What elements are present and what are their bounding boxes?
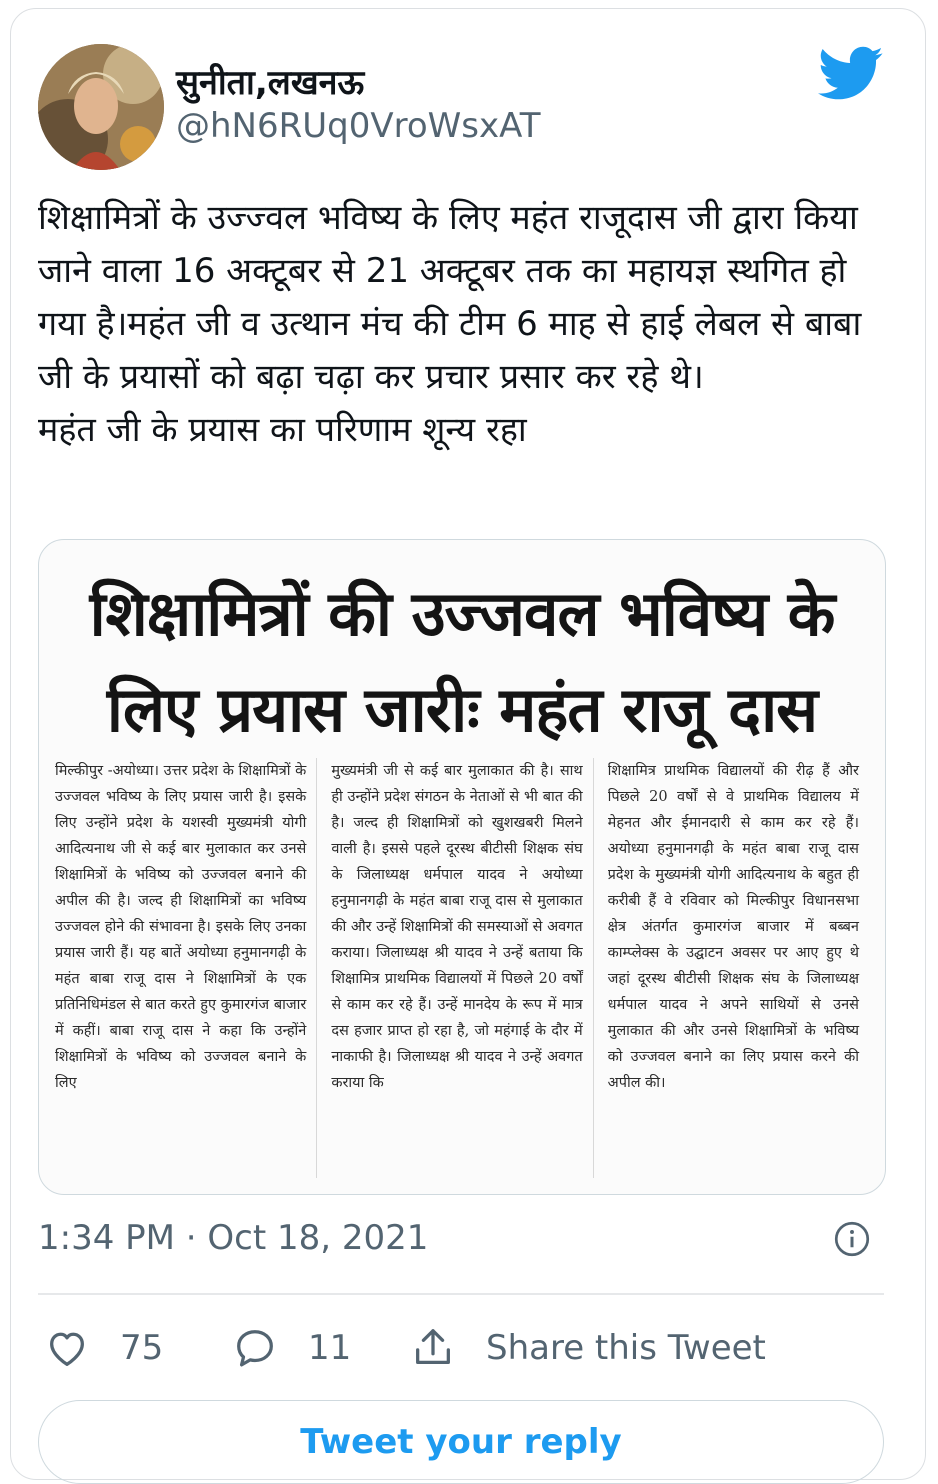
newspaper-column-3: शिक्षामित्र प्राथमिक विद्यालयों की रीढ़ हैं और पिछले 20 वर्षों से वे प्राथमिक विद्यालय में मेहनत और ईमानदारी से काम कर रहे हैं। अयोध्या हनुमानगढ़ी के महंत बाबा राजू दास प्रदेश के मुख्यमंत्री योगी आदित्यनाथ के बहुत ही करीबी हैं वे रविवार को मिल्कीपुर विधानसभा क्षेत्र अंतर्गत कुमारगंज बाजार में बब्बन काम्प्लेक्स के उद्घाटन अवसर पर आए हुए थे जहां दूरस्थ बीटीसी शिक्षक संघ के जिलाध्यक्ष धर्मपाल यादव ने अपने साथियों से उनसे मुलाकात की और उनसे शिक्षामित्रों के भविष्य को उज्जवल बनाने का लिए प्रयास करने की अपील की। — [607, 763, 859, 1091]
reply-count-button[interactable] — [232, 1320, 351, 1376]
newspaper-column-1: मिल्कीपुर -अयोध्या। उत्तर प्रदेश के शिक्षामित्रों के उज्जवल भविष्य के लिए प्रयास जारी है। इसके लिए उन्होंने प्रदेश के यशस्वी मुख्यमंत्री योगी आदित्यनाथ जी से कई बार मुलाकात कर उनसे शिक्षामित्रों के भविष्य को उज्जवल बनाने की अपील की है। जल्द ही शिक्षामित्रों का भविष्य उज्जवल होने की संभावना है। इसके लिए उनका प्रयास जारी हैं। यह बातें अयोध्या हनुमानगढ़ी के महंत बाबा राजू दास ने शिक्षामित्रों के एक प्रतिनिधिमंडल से बात करते हुए कुमारगंज बाजार में कहीं। बाबा राजू दास ने कहा कि उन्होंने शिक्षामित्रों के भविष्य को उज्जवल बनाने के लिए — [55, 758, 317, 1178]
newspaper-headline-line-2: लिए प्रयास जारीः महंत राजू दास — [106, 673, 818, 746]
tweet-text — [38, 192, 898, 457]
heart-icon — [44, 1325, 90, 1371]
share-label: Share this Tweet — [486, 1328, 766, 1368]
display-name[interactable]: सुनीता,लखनऊ — [176, 63, 365, 103]
divider — [38, 1293, 884, 1295]
info-icon[interactable] — [834, 1221, 870, 1257]
tweet-paragraph-2: महंत जी के प्रयास का परिणाम शून्य रहा — [38, 410, 527, 450]
avatar[interactable] — [38, 44, 164, 170]
reply-icon — [232, 1325, 278, 1371]
newspaper-columns — [55, 758, 869, 1178]
newspaper-column-2: मुख्यमंत्री जी से कई बार मुलाकात की है। साथ ही उन्होंने प्रदेश संगठन के नेताओं से भी बात की है। जल्द ही शिक्षामित्रों को खुशखबरी मिलने वाली है। इससे पहले दूरस्थ बीटीसी शिक्षक संघ के जिलाध्यक्ष धर्मपाल यादव ने अयोध्या हनुमानगढ़ी के महंत बाबा राजू दास से मुलाकात की और उन्हें शिक्षामित्रों की समस्याओं से अवगत कराया। जिलाध्यक्ष श्री यादव ने उन्हें बताया कि शिक्षामित्र प्राथमिक विद्यालयों में पिछले 20 वर्षों से काम कर रहे हैं। उन्हें मानदेय के रूप में मात्र दस हजार प्राप्त हो रहा है, जो महंगाई के दौर में नाकाफी है। जिलाध्यक्ष श्री यादव ने उन्हें अवगत कराया कि — [331, 758, 593, 1178]
newspaper-headline-line-1: शिक्षामित्रों की उज्जवल भविष्य के — [89, 577, 835, 650]
share-icon — [410, 1325, 456, 1371]
like-count: 75 — [120, 1328, 164, 1368]
tweet-actions — [0, 1320, 938, 1376]
reply-count: 11 — [308, 1328, 352, 1368]
tweet-paragraph-1: शिक्षामित्रों के उज्ज्वल भविष्य के लिए महंत राजूदास जी द्वारा किया जाने वाला 16 अक्टूबर से 21 अक्टूबर तक का महायज्ञ स्थगित हो गया है।महंत जी व उत्थान मंच की टीम 6 माह से हाई लेबल से बाबा जी के प्रयासों को बढ़ा चढ़ा कर प्रचार प्रसार कर रहे थे। — [38, 198, 862, 397]
share-button[interactable] — [410, 1320, 766, 1376]
user-handle[interactable]: @hN6RUq0VroWsxAT — [176, 106, 541, 146]
tweet-timestamp[interactable]: 1:34 PM · Oct 18, 2021 — [38, 1218, 429, 1258]
like-button[interactable] — [44, 1320, 163, 1376]
twitter-bird-icon[interactable] — [818, 46, 884, 102]
tweet-your-reply-button[interactable]: Tweet your reply — [38, 1400, 884, 1484]
newspaper-clipping-image[interactable] — [38, 539, 886, 1195]
